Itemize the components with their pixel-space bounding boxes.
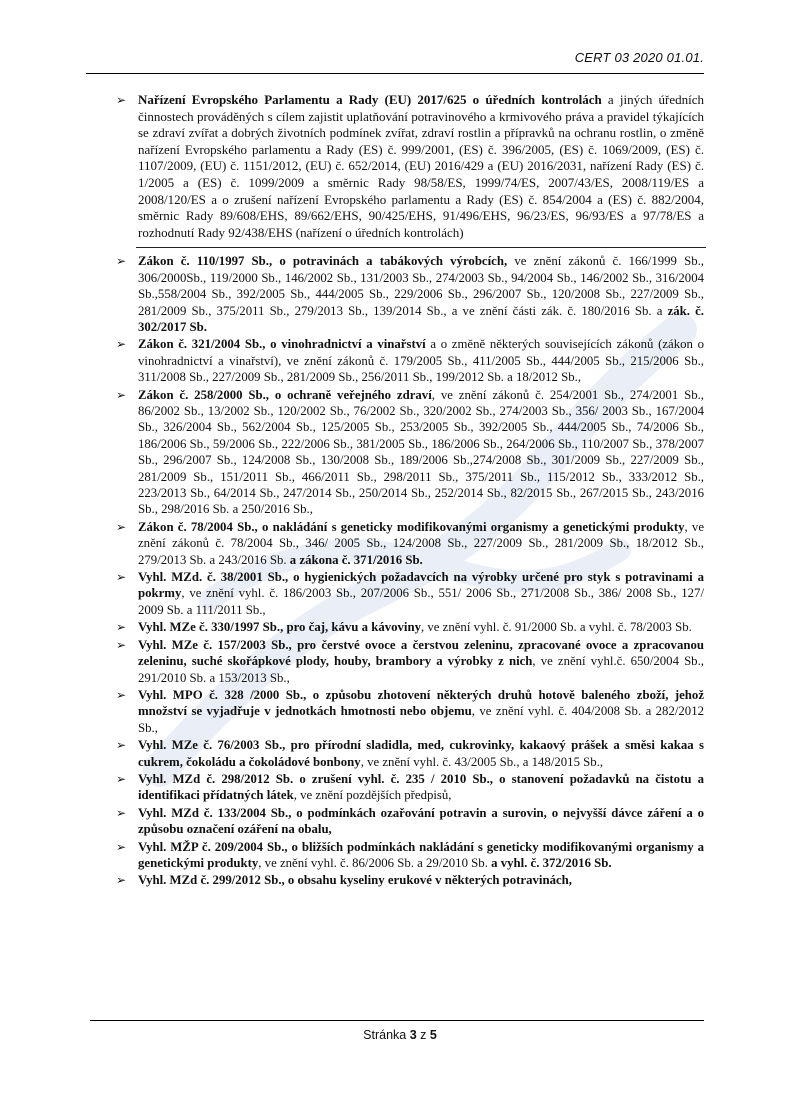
- item-text-run: , ve znění zákonů č. 254/2001 Sb., 274/2001 Sb., 86/2002 Sb., 13/2002 Sb., 120/2002 Sb., 76/2002 Sb., 320/2002 Sb., 274/2003 Sb., 356/ 2003 Sb., 167/2004 Sb., 326/2004 Sb., 562/2004 Sb., 125/2005 Sb., 253/2005 Sb., 392/2005 Sb., 444/2005 Sb., 74/2006 Sb., 186/2006 Sb., 59/2006 Sb., 222/2006 Sb., 381/2005 Sb., 186/2006 Sb., 264/2006 Sb., 110/2007 Sb., 378/2007 Sb., 296/2007 Sb., 124/2008 Sb., 130/2008 Sb., 189/2006 Sb.,274/2008 Sb., 301/2009 Sb., 227/2009 Sb., 281/2009 Sb., 151/2011 Sb., 466/2011 Sb., 298/2011 Sb., 375/2011 Sb., 115/2012 Sb., 333/2012 Sb., 223/2013 Sb., 64/2014 Sb., 247/2014 Sb., 250/2014 Sb., 252/2014 Sb., 82/2015 Sb., 267/2015 Sb., 243/2016 Sb., 298/2016 Sb. a 250/2016 Sb.,: [138, 387, 704, 517]
- item-title-run: zák. č. 302/2017 Sb.: [138, 303, 704, 334]
- item-title-run: Zákon č. 321/2004 Sb., o vinohradnictví a vinařství: [138, 337, 426, 352]
- item-text-run: , ve znění vyhl.č. 650/2004 Sb., 291/2010 Sb. a 153/2013 Sb.,: [138, 654, 704, 685]
- arrow-bullet-icon: ➢: [116, 637, 127, 652]
- item-text-run: , ve znění vyhl. č. 186/2003 Sb., 207/2006 Sb., 551/ 2006 Sb., 271/2008 Sb., 386/ 2008 Sb., 127/ 2009 Sb. a 111/2011 Sb.,: [138, 586, 704, 617]
- document-code: CERT 03 2020 01.01.: [574, 50, 704, 65]
- legislation-item: [116, 805, 704, 838]
- legislation-list: [116, 92, 704, 889]
- arrow-bullet-icon: ➢: [116, 805, 127, 820]
- item-text-run: , ve znění zákonů č. 78/2004 Sb., 346/ 2005 Sb., 124/2008 Sb., 227/2009 Sb., 281/2009 Sb., 18/2012 Sb., 279/2013 Sb. a 243/2016 Sb.: [138, 519, 704, 567]
- item-title-run: a zákona č. 371/2016 Sb.: [289, 552, 423, 567]
- arrow-bullet-icon: ➢: [116, 337, 127, 352]
- item-title-run: Zákon č. 78/2004 Sb., o nakládání s geneticky modifikovanými organismy a genetickými produkty: [138, 519, 685, 534]
- legislation-item: [116, 253, 704, 335]
- arrow-bullet-icon: ➢: [116, 570, 127, 585]
- item-title-run: Nařízení Evropského Parlamentu a Rady (EU) 2017/625 o úředních kontrolách: [138, 92, 602, 107]
- legislation-item: [116, 637, 704, 686]
- item-text-run: , ve znění vyhl. č. 43/2005 Sb., a 148/2015 Sb.,: [360, 754, 604, 769]
- arrow-bullet-icon: ➢: [116, 387, 127, 402]
- item-title-run: Zákon č. 110/1997 Sb., o potravinách a tabákových výrobcích,: [138, 254, 508, 269]
- arrow-bullet-icon: ➢: [116, 620, 127, 635]
- item-text-run: , ve znění pozdějších předpisů,: [293, 788, 452, 803]
- arrow-bullet-icon: ➢: [116, 839, 127, 854]
- item-text-run: a o změně některých souvisejících zákonů (zákon o vinohradnictví a vinařství), ve znění zákonů č. 179/2005 Sb., 411/2005 Sb., 444/2005 Sb., 215/2006 Sb., 311/2008 Sb., 227/2009 Sb., 281/2009 Sb., 256/2011 Sb., 199/2012 Sb. a 18/2012 Sb.,: [138, 337, 705, 385]
- header-rule: [86, 73, 704, 74]
- footer-page-total: 5: [429, 1028, 437, 1042]
- arrow-bullet-icon: ➢: [116, 254, 127, 269]
- footer-rule: [90, 1020, 704, 1021]
- item-title-run: a vyhl. č. 372/2016 Sb.: [491, 855, 612, 870]
- item-title-run: Vyhl. MPO č. 328 /2000 Sb., o způsobu zhotovení některých druhů hotově baleného zboží, jehož množství se vyjadřuje v jednotkách hmotnosti nebo objemu: [138, 687, 704, 719]
- legislation-item: [116, 336, 704, 385]
- legislation-item: [116, 619, 704, 635]
- item-title-run: Vyhl. MZd č. 298/2012 Sb. o zrušení vyhl. č. 235 / 2010 Sb., o stanovení požadavků na čistotu a identifikaci přídatných látek: [138, 771, 704, 803]
- item-title-run: Zákon č. 258/2000 Sb., o ochraně veřejného zdraví: [138, 387, 432, 402]
- legislation-item: [116, 771, 704, 804]
- item-title-run: Vyhl. MZd č. 299/2012 Sb., o obsahu kyseliny erukové v některých potravinách,: [138, 873, 572, 888]
- page-footer: [0, 1028, 800, 1042]
- item-title-run: Vyhl. MZe č. 157/2003 Sb., pro čerstvé ovoce a čerstvou zeleninu, zpracované ovoce a zpracovanou zeleninu, suché skořápkové plody, houby, brambory a výrobky z nich: [138, 637, 704, 669]
- item-text-run: , ve znění vyhl. č. 86/2006 Sb. a 29/2010 Sb.: [258, 855, 492, 870]
- arrow-bullet-icon: ➢: [116, 519, 127, 534]
- item-title-run: Vyhl. MZe č. 76/2003 Sb., pro přírodní sladidla, med, cukrovinky, kakaový prášek a směsi kakaa s cukrem, čokoládu a čokoládové bonbony: [138, 738, 704, 769]
- legislation-item: [116, 569, 704, 618]
- item-text-run: , ve znění vyhl. č. 404/2008 Sb. a 282/2012 Sb.,: [138, 704, 705, 735]
- item-title-run: Vyhl. MZe č. 330/1997 Sb., pro čaj, kávu a kávoviny: [138, 620, 421, 635]
- item-text-run: a jiných úředních činnostech prováděných s cílem zajistit uplatňování potravinového a krmivového práva a pravidel týkajících se zdraví zvířat a dobrých životních podmínek zvířat, zdraví rostlin a přípravků na ochranu rostlin, o změně nařízení Evropského parlamentu a Rady (ES) č. 999/2001, (ES) č. 396/2005, (ES) č. 1069/2009, (ES) č. 1107/2009, (EU) č. 1151/2012, (EU) č. 652/2014, (EU) 2016/429 a (EU) 2016/2031, nařízení Rady (ES) č. 1/2005 a (ES) č. 1099/2009 a směrnic Rady 98/58/ES, 1999/74/ES, 2007/43/ES, 2008/119/ES a 2008/120/ES a o zrušení nařízení Evropského parlamentu a Rady (ES) č. 854/2004 a (ES) č. 882/2004, směrnic Rady 89/608/EHS, 89/662/EHS, 90/425/EHS, 91/496/EHS, 96/23/ES, 96/93/ES a 97/78/ES a rozhodnutí Rady 92/438/EHS (nařízení o úředních kontrolách): [138, 92, 704, 240]
- footer-prefix: Stránka: [363, 1028, 410, 1042]
- legislation-item: [116, 872, 704, 888]
- legislation-item: [116, 687, 704, 736]
- legislation-item: [116, 839, 704, 872]
- section-divider: [136, 247, 706, 248]
- arrow-bullet-icon: ➢: [116, 93, 127, 107]
- arrow-bullet-icon: ➢: [116, 738, 127, 753]
- footer-of: z: [416, 1028, 430, 1042]
- legislation-item: [116, 387, 704, 518]
- legislation-item: [116, 737, 704, 770]
- arrow-bullet-icon: ➢: [116, 771, 127, 786]
- item-text-run: , ve znění vyhl. č. 91/2000 Sb. a vyhl. č. 78/2003 Sb.: [421, 620, 692, 635]
- item-title-run: Vyhl. MŽP č. 209/2004 Sb., o bližších podmínkách nakládání s geneticky modifikovanými organismy a genetickými produkty: [138, 839, 704, 870]
- item-title-run: Vyhl. MZd č. 133/2004 Sb., o podmínkách ozařování potravin a surovin, o nejvyšší dávce záření a o způsobu označení ozáření na obalu,: [138, 805, 704, 837]
- legislation-item: [116, 92, 704, 241]
- footer-page-number: 3: [409, 1028, 417, 1042]
- item-text-run: ve znění zákonů č. 166/1999 Sb., 306/2000Sb., 119/2000 Sb., 146/2002 Sb., 131/2003 Sb., 274/2003 Sb., 94/2004 Sb., 146/2002 Sb., 316/2004 Sb.,558/2004 Sb., 392/2005 Sb., 444/2005 Sb., 229/2006 Sb., 296/2007 Sb., 120/2008 Sb., 227/2009 Sb., 281/2009 Sb., 375/2011 Sb., 279/2013 Sb., 139/2014 Sb., a ve znění části zák. č. 180/2016 Sb. a: [138, 254, 704, 318]
- item-title-run: Vyhl. MZd. č. 38/2001 Sb., o hygienických požadavcích na výrobky určené pro styk s potravinami a pokrmy: [138, 570, 704, 601]
- arrow-bullet-icon: ➢: [116, 873, 127, 888]
- arrow-bullet-icon: ➢: [116, 687, 127, 702]
- legislation-item: [116, 519, 704, 568]
